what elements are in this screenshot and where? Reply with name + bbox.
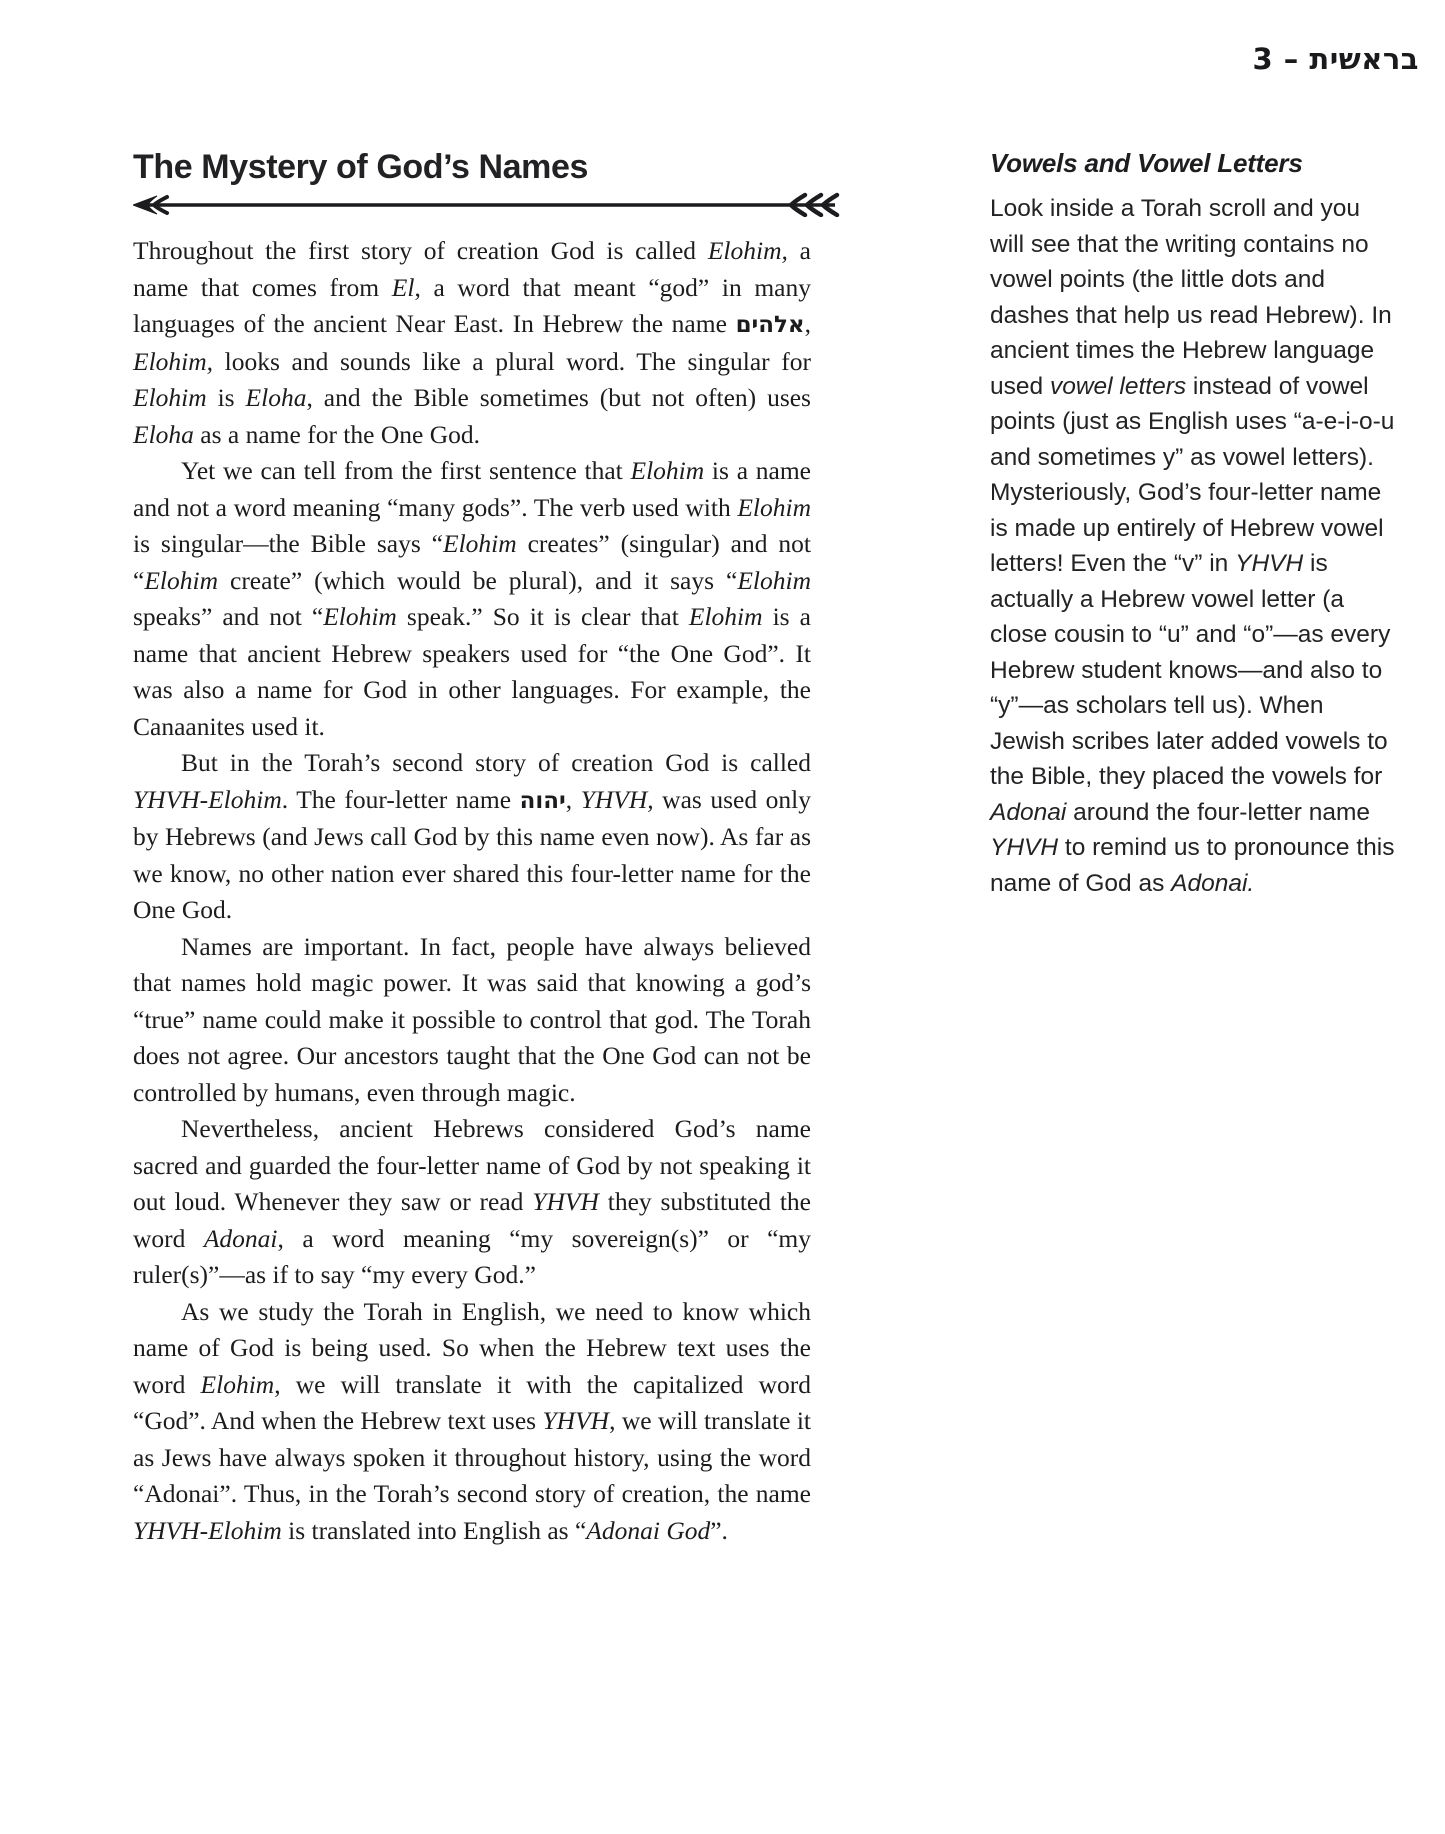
sidebar-paragraph: Look inside a Torah scroll and you will see that the writing contains no vowel points (the little dots and dashes that help us read Hebrew). In ancient times the Hebrew language used vowel letters instead of vowel points (just as English uses “a-e-i-o-u and sometimes y” as vowel letters). Mysteriously, God’s four-letter name is made up entirely of Hebrew vowel letters! Even the “v” in YHVH is actually a Hebrew vowel letter (a close cousin to “u” and “o”—as every Hebrew student knows—and also to “y”—as scholars tell us). When Jewish scribes later added vowels to the Bible, they placed the vowels for Adonai around the four-letter name YHVH to remind us to pronounce this name of God as Adonai. — [990, 195, 1395, 897]
article-title: The Mystery of God’s Names — [133, 148, 589, 186]
main-article — [133, 148, 811, 1549]
page-header — [1253, 42, 1419, 76]
arrow-underline-divider — [133, 191, 849, 217]
article-body — [133, 233, 811, 1549]
body-paragraph-6: As we study the Torah in English, we need to know which name of God is being used. So when the Hebrew text uses the word Elohim, we will translate it with the capitalized word “God”. And when the Hebrew text uses YHVH, we will translate it as Jews have always spoken it throughout history, using the word “Adonai”. Thus, in the Torah’s second story of creation, the name YHVH-Elohim is translated into English as “Adonai God”. — [133, 1296, 811, 1545]
body-paragraph-2: Yet we can tell from the first sentence that Elohim is a name and not a word meaning “many gods”. The verb used with Elohim is singular—the Bible says “Elohim creates” (singular) and not “Elohim create” (which would be plural), and it says “Elohim speaks” and not “Elohim speak.” So it is clear that Elohim is a name that ancient Hebrew speakers used for “the One God”. It was also a name for God in other languages. For example, the Canaanites used it. — [133, 456, 811, 741]
sidebar-title: Vowels and Vowel Letters — [990, 148, 1303, 178]
body-paragraph-3: But in the Torah’s second story of creation God is called YHVH-Elohim. The four-letter name יהוה, YHVH, was used only by Hebrews (and Jews call God by this name even now). As far as we know, no other nation ever shared this four-letter name for the One God. — [133, 748, 811, 925]
body-paragraph-4: Names are important. In fact, people have always believed that names hold magic power. It was said that knowing a god’s “true” name could make it possible to control that god. The Torah does not agree. Our ancestors taught that the One God can not be controlled by humans, even through magic. — [133, 931, 811, 1107]
hebrew-page-label: בראשית – 3 — [1252, 42, 1419, 76]
sidebar-note — [990, 148, 1396, 901]
body-paragraph-5: Nevertheless, ancient Hebrews considered God’s name sacred and guarded the four-letter name of God by not speaking it out loud. Whenever they saw or read YHVH they substituted the word Adonai, a word meaning “my sovereign(s)” or “my ruler(s)”—as if to say “my every God.” — [133, 1114, 812, 1290]
body-paragraph-1: Throughout the first story of creation God is called Elohim, a name that comes from El, a word that meant “god” in many languages of the ancient Near East. In Hebrew the name אלהים, Elohim, looks and sounds like a plural word. The singular for Elohim is Eloha, and the Bible sometimes (but not often) uses Eloha as a name for the One God. — [133, 236, 811, 449]
